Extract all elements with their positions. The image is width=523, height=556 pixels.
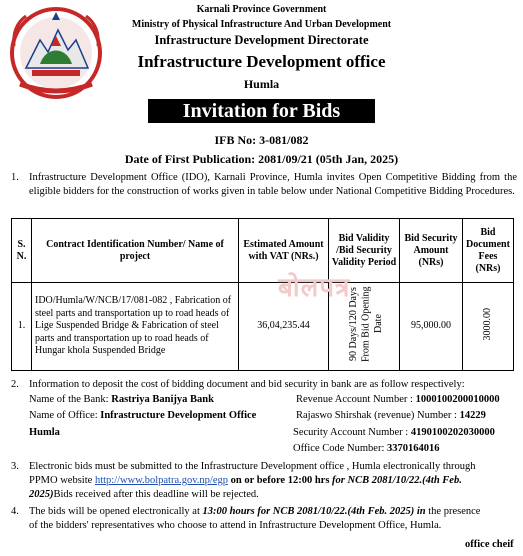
- publication-date: Date of First Publication: 2081/09/21 (05th Jan, 2025): [124, 152, 399, 166]
- office-title: Infrastructure Development office: [137, 52, 386, 71]
- header-line-directorate: Infrastructure Development Directorate: [154, 33, 369, 47]
- office-code-number: 3370164016: [387, 443, 440, 454]
- cell-sn: 1.: [12, 283, 32, 371]
- para3-line2: [29, 474, 519, 488]
- ifb-number: IFB No: 3-081/082: [214, 133, 309, 147]
- security-account: [293, 426, 495, 440]
- header-validity: Bid Validity /Bid Security Validity Period: [329, 219, 400, 283]
- para4-text-a: The bids will be opened electronically at: [29, 506, 203, 517]
- revenue-label: Revenue Account Number :: [296, 394, 413, 405]
- office-code: [293, 442, 440, 456]
- office-label: Name of Office:: [29, 410, 98, 421]
- para3-deadline: on or before 12:00 hrs: [228, 475, 333, 486]
- header-security: Bid Security Amount (NRs): [400, 219, 463, 283]
- bid-table: [11, 218, 514, 371]
- bank-info: [29, 393, 214, 407]
- para1-number: 1.: [11, 172, 19, 183]
- para3-number: 3.: [11, 461, 19, 472]
- bank-name: Rastriya Banijya Bank: [111, 394, 214, 405]
- invitation-banner: Invitation for Bids: [148, 99, 375, 123]
- header-sn: S. N.: [12, 219, 32, 283]
- cell-estimated: 36,04,235.44: [239, 283, 329, 371]
- table-header-row: [12, 219, 514, 283]
- revenue-holder-label: Rajaswo Shirshak (revenue) Number :: [296, 410, 457, 421]
- para3-year: 2025): [29, 489, 54, 500]
- revenue-account: [296, 393, 500, 407]
- header-contract: Contract Identification Number/ Name of project: [32, 219, 239, 283]
- revenue-number: 1000100200010000: [415, 394, 500, 405]
- table-row: [12, 283, 514, 371]
- para4-line2: of the bidders' representatives who choose to attend in Infrastructure Development Office, Humla.: [29, 520, 442, 531]
- para4-opening-time: 13:00 hours for NCB 2081/10/22.(4th Feb. 2025) in: [202, 506, 426, 517]
- revenue-holder-number: 14229: [459, 410, 486, 421]
- para1-text: Infrastructure Development Office (IDO), Karnali Province, Humla invites Open Competitive Bidding from the eligible bidders for the construction of works given in table below under National Competitive Bidding Procedures.: [29, 172, 517, 197]
- para3-ncb-date: for NCB 2081/10/22.(4th Feb.: [332, 475, 462, 486]
- office-name: Infrastructure Development Office: [100, 410, 257, 421]
- para3-text-a: PPMO website: [29, 475, 95, 486]
- para4-line1: [29, 505, 519, 519]
- district-name: Humla: [243, 77, 280, 91]
- para3-reject-text: Bids received after this deadline will be rejected.: [53, 489, 259, 500]
- cell-contract: IDO/Humla/W/NCB/17/081-082 , Fabrication of steel parts and transportation up to road heads of Lige Suspended Bridge & Fabrication of steel parts and transportation up to road heads of Hungar khola Suspended Bridge: [32, 283, 239, 371]
- fees-text: 3000.00: [481, 308, 493, 341]
- office-name-humla: Humla: [29, 427, 60, 438]
- header-line-government: Karnali Province Government: [196, 4, 327, 15]
- para2-number: 2.: [11, 379, 19, 390]
- para4-number: 4.: [11, 506, 19, 517]
- bolpatra-link[interactable]: http://www.bolpatra.gov.np/egp: [94, 475, 229, 486]
- para3-line3: [29, 488, 519, 502]
- cell-security: 95,000.00: [400, 283, 463, 371]
- header-line-ministry: Ministry of Physical Infrastructure And Urban Development: [131, 19, 392, 30]
- cell-fees: [463, 283, 514, 371]
- office-info: [29, 409, 256, 423]
- security-label: Security Account Number :: [293, 427, 409, 438]
- para4-text-c: the presence: [425, 506, 481, 517]
- bank-label: Name of the Bank:: [29, 394, 109, 405]
- security-number: 4190100202030000: [410, 427, 495, 438]
- revenue-heading: [296, 409, 486, 423]
- signature: office cheif: [465, 539, 514, 550]
- header-estimated: Estimated Amount with VAT (NRs.): [239, 219, 329, 283]
- para2-intro: Information to deposit the cost of bidding document and bid security in bank are as follow respectively:: [29, 379, 465, 390]
- header-fees: Bid Document Fees (NRs): [463, 219, 514, 283]
- office-code-label: Office Code Number:: [293, 443, 385, 454]
- para3-line1: Electronic bids must be submitted to the Infrastructure Development office , Humla electronically through: [29, 461, 476, 472]
- watermark-text: बोलपत्र: [278, 273, 351, 303]
- validity-text: 90 Days/120 Days From Bid Opening Date: [348, 286, 384, 363]
